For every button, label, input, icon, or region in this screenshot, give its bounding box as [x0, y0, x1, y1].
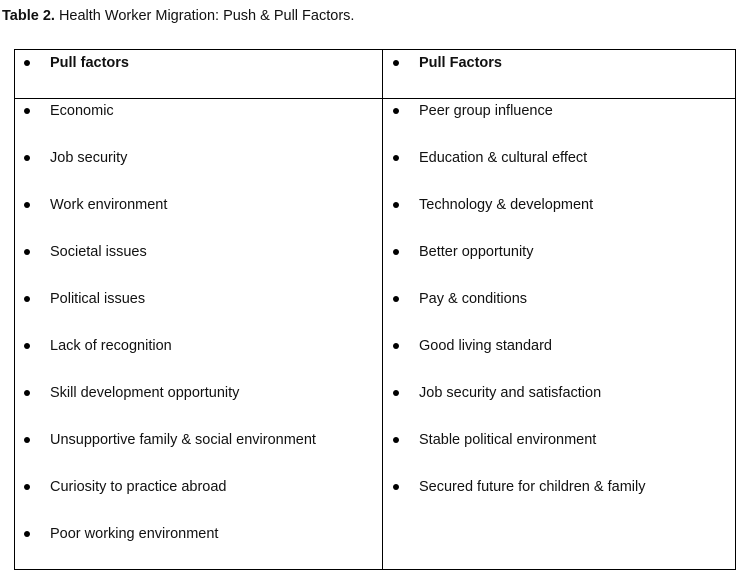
push-factor-item: Societal issues [50, 244, 147, 260]
push-factor-item: Lack of recognition [50, 338, 172, 354]
header-pull-factors: Pull Factors [419, 55, 502, 71]
pull-factor-item: Better opportunity [419, 244, 534, 260]
bullet-icon [393, 60, 399, 66]
bullet-icon [24, 108, 30, 114]
caption-text: Health Worker Migration: Push & Pull Factors. [58, 8, 355, 24]
bullet-icon [393, 155, 399, 161]
push-factor-item: Economic [50, 103, 114, 119]
pull-factor-item: Education & cultural effect [419, 150, 588, 166]
bullet-icon [24, 437, 30, 443]
bullet-icon [24, 296, 30, 302]
factors-table [14, 49, 736, 570]
bullet-icon [393, 249, 399, 255]
bullet-icon [24, 60, 30, 66]
header-push-factors: Pull factors [50, 55, 129, 71]
pull-factor-item: Technology & development [419, 197, 594, 213]
bullet-icon [24, 202, 30, 208]
pull-factor-item: Job security and satisfaction [419, 385, 602, 401]
bullet-icon [393, 390, 399, 396]
push-factor-item: Political issues [50, 291, 146, 307]
push-factor-item: Poor working environment [50, 526, 219, 542]
column-divider [382, 50, 383, 569]
bullet-icon [393, 296, 399, 302]
bullet-icon [393, 484, 399, 490]
pull-factor-item: Peer group influence [419, 103, 553, 119]
push-factor-item: Job security [50, 150, 128, 166]
push-factor-item: Skill development opportunity [50, 385, 240, 401]
bullet-icon [393, 343, 399, 349]
bullet-icon [24, 343, 30, 349]
bullet-icon [24, 155, 30, 161]
pull-factor-item: Secured future for children & family [419, 479, 646, 495]
pull-factor-item: Pay & conditions [419, 291, 528, 307]
pull-factor-item: Good living standard [419, 338, 552, 354]
bullet-icon [24, 484, 30, 490]
header-divider [15, 98, 735, 99]
push-factor-item: Curiosity to practice abroad [50, 479, 227, 495]
table-caption [2, 6, 354, 26]
push-factor-item: Unsupportive family & social environment [50, 432, 316, 448]
bullet-icon [393, 202, 399, 208]
bullet-icon [393, 437, 399, 443]
bullet-icon [24, 249, 30, 255]
push-factor-item: Work environment [50, 197, 168, 213]
bullet-icon [393, 108, 399, 114]
bullet-icon [24, 531, 30, 537]
caption-label: Table 2. [2, 8, 55, 24]
bullet-icon [24, 390, 30, 396]
pull-factor-item: Stable political environment [419, 432, 597, 448]
